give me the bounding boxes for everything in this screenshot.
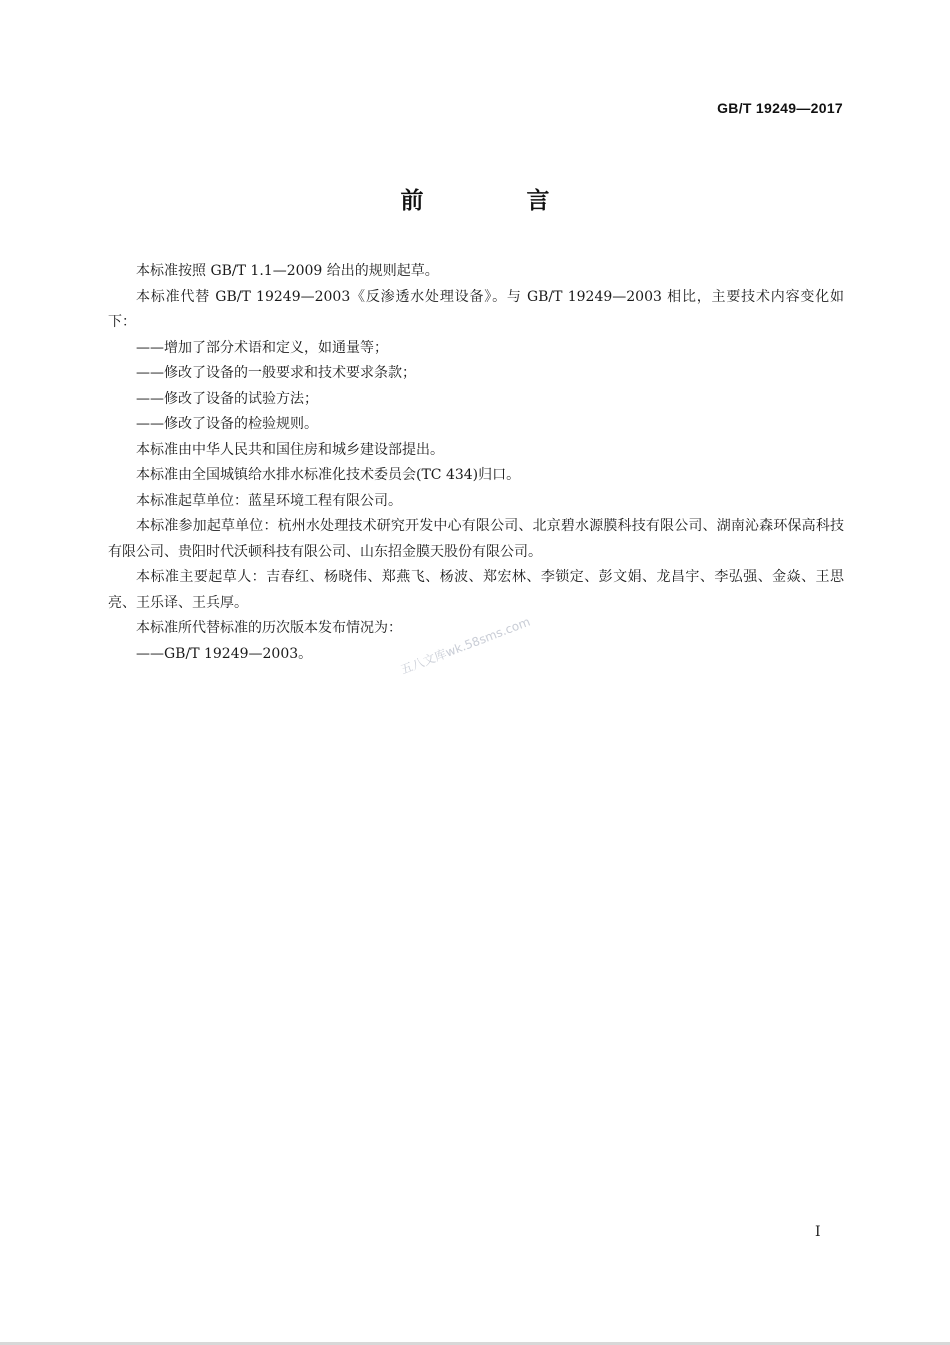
paragraph-drafters: 本标准主要起草人：吉春红、杨晓伟、郑燕飞、杨波、郑宏林、李锁定、彭文娟、龙昌宇、李弘强、金焱、王思亮、王乐译、王兵厚。 (108, 569, 844, 611)
change-item: ——修改了设备的检验规则。 (136, 416, 318, 432)
paragraph-history-intro: 本标准所代替标准的历次版本发布情况为： (136, 620, 402, 636)
paragraph-committee: 本标准由全国城镇给水排水标准化技术委员会(TC 434)归口。 (136, 467, 521, 483)
change-item: ——修改了设备的试验方法； (136, 390, 318, 407)
change-item: ——修改了设备的一般要求和技术要求条款； (136, 365, 416, 381)
history-item: ——GB/T 19249—2003。 (136, 645, 313, 662)
page-number: I (815, 1224, 821, 1240)
paragraph-proposer: 本标准由中华人民共和国住房和城乡建设部提出。 (136, 441, 444, 458)
paragraph-drafting-unit: 本标准起草单位：蓝星环境工程有限公司。 (136, 492, 402, 509)
preface-body (108, 259, 844, 667)
watermark: 五八文库wk.58sms.com (398, 614, 533, 677)
page-title: 前 言 (400, 188, 590, 214)
paragraph-participating-units: 本标准参加起草单位：杭州水处理技术研究开发中心有限公司、北京碧水源膜科技有限公司、湖南沁森环保高科技有限公司、贵阳时代沃顿科技有限公司、山东招金膜天股份有限公司。 (108, 518, 844, 560)
change-item: ——增加了部分术语和定义，如通量等； (136, 339, 388, 356)
paragraph-drafting-rule: 本标准按照 GB/T 1.1—2009 给出的规则起草。 (136, 263, 439, 279)
standard-code: GB/T 19249—2017 (717, 100, 843, 116)
paragraph-replacement: 本标准代替 GB/T 19249—2003《反渗透水处理设备》。与 GB/T 19249—2003 相比，主要技术内容变化如下： (108, 288, 844, 330)
